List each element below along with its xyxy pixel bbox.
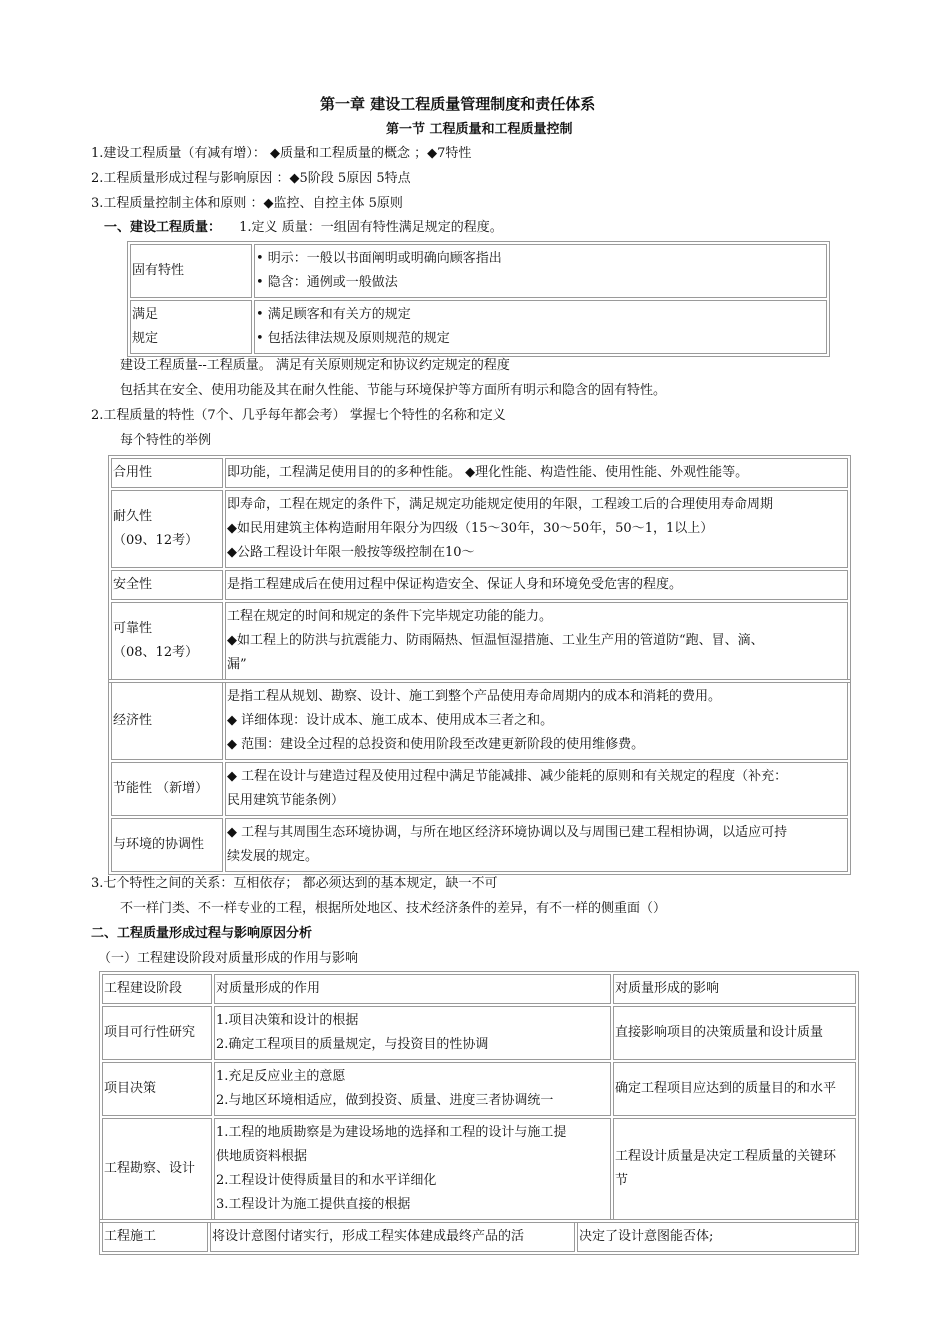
table-cell-effect: 工程设计质量是决定工程质量的关键环 节 <box>613 1118 856 1220</box>
list-item: • 包括法律法规及原则规范的规定 <box>256 331 450 346</box>
table-cell-stage: 工程勘察、设计 <box>102 1118 212 1220</box>
section-2-sub: （一）工程建设阶段对质量形成的作用与影响 <box>98 951 359 966</box>
paragraph-1: 建设工程质量--工程质量。 满足有关原则规定和协议约定规定的程度 <box>120 358 510 373</box>
outline-item-2: 2.工程质量形成过程与影响原因 ：◆5阶段 5原因 5特点 <box>91 171 411 186</box>
table-row <box>111 818 848 872</box>
table-cell-effect: 决定了设计意图能否体; <box>577 1222 856 1252</box>
inherent-quality-table <box>127 241 830 357</box>
table-cell-label: 固有特性 <box>130 244 252 298</box>
table-cell-name: 合用性 <box>111 458 223 488</box>
table-cell-name: 经济性 <box>111 682 223 760</box>
table-row <box>111 762 848 816</box>
characteristics-table-2 <box>108 679 851 875</box>
outline-item-1: 1.建设工程质量（有减有增）： ◆质量和工程质量的概念 ；◆7特性 <box>91 146 472 161</box>
table-row <box>102 1062 856 1116</box>
table-cell-desc: 是指工程建成后在使用过程中保证构造安全、保证人身和环境免受危害的程度。 <box>225 570 848 600</box>
table-row <box>111 602 848 680</box>
table-cell-stage: 工程施工 <box>102 1222 208 1252</box>
table-row <box>130 300 827 354</box>
section-title: 第一节 工程质量和工程质量控制 <box>386 122 573 137</box>
table-cell-desc: 是指工程从规划、勘察、设计、施工到整个产品使用寿命周期内的成本和消耗的费用。 ◆ 详细体现：设计成本、施工成本、使用成本三者之和。 ◆ 范围：建设全过程的总投资和使用阶段至改建更新阶段的使用维修费。 <box>225 682 848 760</box>
table-cell-role: 1.项目决策和设计的根据 2.确定工程项目的质量规定，与投资目的性协调 <box>214 1006 611 1060</box>
chapter-title: 第一章 建设工程质量管理制度和责任体系 <box>320 95 596 113</box>
table-cell-role: 将设计意图付诸实行，形成工程实体建成最终产品的活 <box>210 1222 575 1252</box>
characteristics-table-1 <box>108 455 851 683</box>
construction-stage-table <box>99 1219 859 1255</box>
point-2-sub: 每个特性的举例 <box>120 433 212 448</box>
table-row <box>102 1222 856 1252</box>
table-row <box>111 682 848 760</box>
outline-item-3: 3.工程质量控制主体和原则 ：◆监控、自控主体 5原则 <box>91 196 403 211</box>
table-row <box>111 458 848 488</box>
point-3-sub: 不一样门类、不一样专业的工程，根据所处地区、技术经济条件的差异，有不一样的侧重面（） <box>120 901 667 916</box>
section-1-heading <box>104 219 503 237</box>
table-row <box>102 1006 856 1060</box>
column-header: 对质量形成的作用 <box>214 974 611 1004</box>
section-2-heading: 二、工程质量形成过程与影响原因分析 <box>91 926 313 941</box>
list-item: • 隐含：通例或一般做法 <box>256 275 398 290</box>
table-cell-name: 安全性 <box>111 570 223 600</box>
table-cell-effect: 确定工程项目应达到的质量目的和水平 <box>613 1062 856 1116</box>
table-cell-desc: ◆ 工程在设计与建造过程及使用过程中满足节能减排、减少能耗的原则和有关规定的程度（补充： 民用建筑节能条例） <box>225 762 848 816</box>
table-cell-role: 1.充足反应业主的意愿 2.与地区环境相适应，做到投资、质量、进度三者协调统一 <box>214 1062 611 1116</box>
section-1-label: 一、建设工程质量： <box>104 220 222 235</box>
point-2: 2.工程质量的特性（7个、几乎每年都会考） 掌握七个特性的名称和定义 <box>91 408 506 423</box>
table-cell-name: 与环境的协调性 <box>111 818 223 872</box>
table-cell-name: 耐久性 （09、12考） <box>111 490 223 568</box>
table-row <box>130 244 827 298</box>
label-line: 规定 <box>132 331 159 346</box>
column-header: 对质量形成的影响 <box>613 974 856 1004</box>
table-cell-desc: 工程在规定的时间和规定的条件下完毕规定功能的能力。 ◆如工程上的防洪与抗震能力、防雨隔热、恒温恒湿措施、工业生产用的管道防“跑、冒、滴、 漏” <box>225 602 848 680</box>
table-cell-desc: 即寿命，工程在规定的条件下，满足规定功能规定使用的年限，工程竣工后的合理使用寿命周期 ◆如民用建筑主体构造耐用年限分为四级（15～30年，30～50年，50～1，1以上） ◆公路工程设计年限一般按等级控制在10～ <box>225 490 848 568</box>
table-cell-stage: 项目可行性研究 <box>102 1006 212 1060</box>
table-cell-effect: 直接影响项目的决策质量和设计质量 <box>613 1006 856 1060</box>
table-cell-items <box>254 300 827 354</box>
list-item: • 满足顾客和有关方的规定 <box>256 307 411 322</box>
table-cell-desc: 即功能，工程满足使用目的的多种性能。 ◆理化性能、构造性能、使用性能、外观性能等。 <box>225 458 848 488</box>
table-header-row <box>102 974 856 1004</box>
section-1-text: 1.定义 质量：一组固有特性满足规定的程度。 <box>239 220 503 235</box>
table-row <box>102 1118 856 1220</box>
table-row <box>111 490 848 568</box>
list-item: • 明示：一般以书面阐明或明确向顾客指出 <box>256 251 502 266</box>
table-cell-stage: 项目决策 <box>102 1062 212 1116</box>
table-cell-label <box>130 300 252 354</box>
table-cell-name: 节能性 （新增） <box>111 762 223 816</box>
column-header: 工程建设阶段 <box>102 974 212 1004</box>
table-cell-name: 可靠性 （08、12考） <box>111 602 223 680</box>
table-row <box>111 570 848 600</box>
point-3: 3.七个特性之间的关系：互相依存； 都必须达到的基本规定，缺一不可 <box>91 876 498 891</box>
table-cell-desc: ◆ 工程与其周围生态环境协调，与所在地区经济环境协调以及与周围已建工程相协调，以适应可持 续发展的规定。 <box>225 818 848 872</box>
table-cell-items <box>254 244 827 298</box>
label-line: 满足 <box>132 307 159 322</box>
table-cell-role: 1.工程的地质勘察是为建设场地的选择和工程的设计与施工提 供地质资料根据 2.工程设计使得质量目的和水平详细化 3.工程设计为施工提供直接的根据 <box>214 1118 611 1220</box>
paragraph-2: 包括其在安全、使用功能及其在耐久性能、节能与环境保护等方面所有明示和隐含的固有特性。 <box>120 383 667 398</box>
stages-table <box>99 971 859 1223</box>
